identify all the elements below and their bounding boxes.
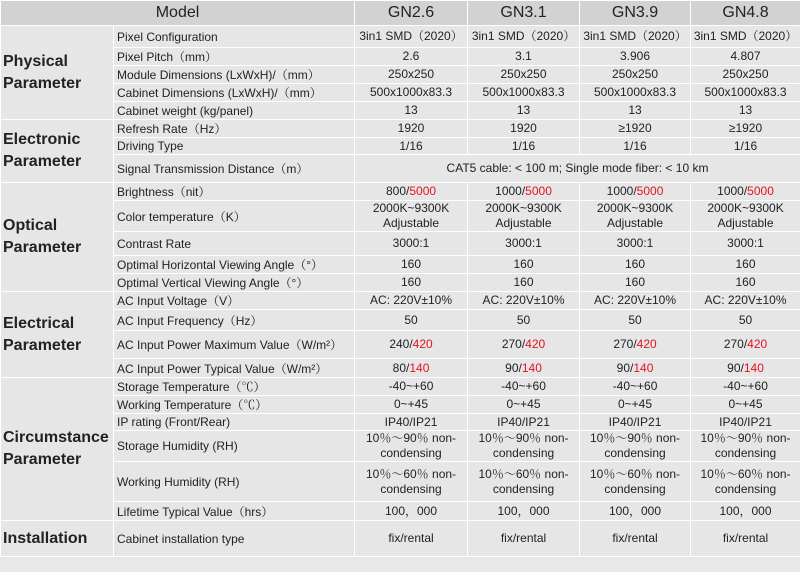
spec-value xyxy=(580,183,691,201)
spec-value: 0~+45 xyxy=(355,396,468,414)
spec-value xyxy=(468,331,580,359)
spec-value: 1/16 xyxy=(468,138,580,155)
spec-row xyxy=(1,201,800,232)
spec-value: 160 xyxy=(580,256,691,274)
value-typical: 90/ xyxy=(616,360,634,375)
group-title: Circumstance Parameter xyxy=(1,378,114,521)
spec-value: 1920 xyxy=(468,120,580,138)
spec-value: IP40/IP21 xyxy=(691,414,800,431)
spec-value: 3.1 xyxy=(468,48,580,66)
spec-value: 1/16 xyxy=(355,138,468,155)
group-title: Optical Parameter xyxy=(1,183,114,292)
spec-row xyxy=(1,359,800,378)
parameter-label: Module Dimensions (LxWxH)/（mm） xyxy=(114,66,355,84)
spec-value: 3in1 SMD（2020） xyxy=(468,26,580,48)
model-gn3-9-header: GN3.9 xyxy=(580,1,691,26)
spec-value: 10％～60％ non-condensing xyxy=(691,462,800,502)
parameter-label: Contrast Rate xyxy=(114,232,355,256)
spec-value: 250x250 xyxy=(580,66,691,84)
spec-value: 250x250 xyxy=(468,66,580,84)
value-max-highlight: 420 xyxy=(747,337,768,351)
spec-value: 160 xyxy=(355,256,468,274)
group-title: Installation xyxy=(1,521,114,557)
spec-value xyxy=(580,331,691,359)
spec-value: 13 xyxy=(691,102,800,120)
spec-value: 250x250 xyxy=(355,66,468,84)
spec-value: 13 xyxy=(355,102,468,120)
spec-value: 3in1 SMD（2020） xyxy=(691,26,800,48)
spec-value: 160 xyxy=(580,274,691,292)
spec-value: 13 xyxy=(580,102,691,120)
spec-value: IP40/IP21 xyxy=(580,414,691,431)
spec-value xyxy=(580,359,691,378)
spec-value: 160 xyxy=(468,256,580,274)
spec-value: 1/16 xyxy=(580,138,691,155)
spec-value: 0~+45 xyxy=(468,396,580,414)
spec-row xyxy=(1,396,800,414)
spec-value: 10％～90％ non-condensing xyxy=(468,431,580,462)
spec-value: IP40/IP21 xyxy=(355,414,468,431)
spec-value: 50 xyxy=(580,310,691,331)
parameter-label: Working Temperature（℃） xyxy=(114,396,355,414)
spec-row xyxy=(1,292,800,310)
spec-row xyxy=(1,378,800,396)
parameter-label: IP rating (Front/Rear) xyxy=(114,414,355,431)
value-max-highlight: 420 xyxy=(412,337,433,351)
spec-row xyxy=(1,84,800,102)
spec-value: 13 xyxy=(468,102,580,120)
value-typical: 800/ xyxy=(385,184,410,198)
value-max-highlight: 5000 xyxy=(409,184,437,198)
spec-value: 100，000 xyxy=(580,502,691,521)
model-gn4-8-header: GN4.8 xyxy=(691,1,800,26)
spec-value: IP40/IP21 xyxy=(468,414,580,431)
value-typical: 1000/ xyxy=(717,184,748,198)
spec-value: 50 xyxy=(468,310,580,331)
spec-value: 4.807 xyxy=(691,48,800,66)
spec-row xyxy=(1,26,800,48)
spec-value: -40~+60 xyxy=(355,378,468,396)
spec-value: 100，000 xyxy=(468,502,580,521)
model-header: Model xyxy=(1,1,355,26)
parameter-label: AC Input Power Typical Value（W/m²） xyxy=(114,359,355,378)
model-gn2-6-header: GN2.6 xyxy=(355,1,468,26)
parameter-label: Storage Temperature（℃） xyxy=(114,378,355,396)
parameter-label: Color temperature（K） xyxy=(114,201,355,232)
spec-row xyxy=(1,183,800,201)
spec-value: fix/rental xyxy=(355,521,468,557)
parameter-label: Storage Humidity (RH) xyxy=(114,431,355,462)
spec-value: 500x1000x83.3 xyxy=(355,84,468,102)
spec-row xyxy=(1,120,800,138)
spec-value: AC: 220V±10% xyxy=(468,292,580,310)
spec-value: 0~+45 xyxy=(691,396,800,414)
spec-body xyxy=(1,26,800,557)
spec-value: 2.6 xyxy=(355,48,468,66)
spec-value: 10％～90％ non-condensing xyxy=(691,431,800,462)
spec-value: 500x1000x83.3 xyxy=(580,84,691,102)
parameter-label: Brightness（nit） xyxy=(114,183,355,201)
parameter-label: AC Input Power Maximum Value（W/m²） xyxy=(114,331,355,359)
value-max-highlight: 140 xyxy=(633,360,654,375)
spec-value: fix/rental xyxy=(691,521,800,557)
group-title: Electronic Parameter xyxy=(1,120,114,183)
spec-value: 2000K~9300K Adjustable xyxy=(355,201,468,232)
spec-value: 1/16 xyxy=(691,138,800,155)
parameter-label: Cabinet installation type xyxy=(114,521,355,557)
spec-value: 500x1000x83.3 xyxy=(691,84,800,102)
value-max-highlight: 420 xyxy=(636,337,657,351)
spec-row xyxy=(1,102,800,120)
spec-row xyxy=(1,502,800,521)
spec-value: 500x1000x83.3 xyxy=(468,84,580,102)
spec-value xyxy=(468,183,580,201)
parameter-label: Pixel Pitch（mm） xyxy=(114,48,355,66)
spec-row xyxy=(1,48,800,66)
spec-value: AC: 220V±10% xyxy=(691,292,800,310)
spec-value: 3000:1 xyxy=(468,232,580,256)
value-typical: 1000/ xyxy=(495,184,526,198)
parameter-label: Cabinet weight (kg/panel) xyxy=(114,102,355,120)
value-max-highlight: 5000 xyxy=(747,184,774,198)
spec-value-span: CAT5 cable: < 100 m; Single mode fiber: < 10 km xyxy=(355,155,800,183)
value-typical: 240/ xyxy=(389,337,413,351)
model-gn3-1-header: GN3.1 xyxy=(468,1,580,26)
spec-value: 100，000 xyxy=(355,502,468,521)
value-typical: 270/ xyxy=(501,337,526,351)
value-typical: 90/ xyxy=(505,360,522,375)
group-title: Electrical Parameter xyxy=(1,292,114,378)
value-max-highlight: 420 xyxy=(525,337,546,351)
spec-row xyxy=(1,310,800,331)
value-max-highlight: 5000 xyxy=(636,184,664,198)
parameter-label: Working Humidity (RH) xyxy=(114,462,355,502)
spec-value: 50 xyxy=(691,310,800,331)
spec-value: fix/rental xyxy=(580,521,691,557)
parameter-label: AC Input Frequency（Hz） xyxy=(114,310,355,331)
spec-value: 100，000 xyxy=(691,502,800,521)
spec-value: 160 xyxy=(691,274,800,292)
parameter-label: Pixel Configuration xyxy=(114,26,355,48)
value-typical: 270/ xyxy=(613,337,637,351)
spec-value: 3in1 SMD（2020） xyxy=(355,26,468,48)
spec-row xyxy=(1,232,800,256)
spec-row xyxy=(1,521,800,557)
spec-value: ≥1920 xyxy=(580,120,691,138)
spec-value: fix/rental xyxy=(468,521,580,557)
parameter-label: Optimal Horizontal Viewing Angle（°） xyxy=(114,256,355,274)
spec-value: 2000K~9300K Adjustable xyxy=(691,201,800,232)
value-max-highlight: 140 xyxy=(409,360,430,375)
spec-value: 2000K~9300K Adjustable xyxy=(468,201,580,232)
spec-value xyxy=(355,331,468,359)
spec-value xyxy=(691,331,800,359)
spec-value: -40~+60 xyxy=(691,378,800,396)
spec-row xyxy=(1,331,800,359)
spec-value: ≥1920 xyxy=(691,120,800,138)
spec-value: 50 xyxy=(355,310,468,331)
spec-value: 3in1 SMD（2020） xyxy=(580,26,691,48)
parameter-label: Optimal Vertical Viewing Angle（°） xyxy=(114,274,355,292)
spec-value: AC: 220V±10% xyxy=(355,292,468,310)
spec-row xyxy=(1,414,800,431)
value-max-highlight: 140 xyxy=(521,360,542,375)
value-max-highlight: 140 xyxy=(743,360,764,375)
spec-row xyxy=(1,138,800,155)
parameter-label: Lifetime Typical Value（hrs） xyxy=(114,502,355,521)
parameter-label: Refresh Rate（Hz） xyxy=(114,120,355,138)
spec-value: 10％～60％ non-condensing xyxy=(468,462,580,502)
spec-value: -40~+60 xyxy=(468,378,580,396)
value-typical: 1000/ xyxy=(606,184,637,198)
spec-row xyxy=(1,155,800,183)
value-max-highlight: 5000 xyxy=(525,184,552,198)
spec-row xyxy=(1,256,800,274)
spec-value: 3000:1 xyxy=(355,232,468,256)
spec-value xyxy=(691,183,800,201)
value-typical: 270/ xyxy=(723,337,748,351)
spec-value: 10％～60％ non-condensing xyxy=(580,462,691,502)
spec-value: 3000:1 xyxy=(691,232,800,256)
spec-row xyxy=(1,462,800,502)
spec-value: 160 xyxy=(355,274,468,292)
spec-value: -40~+60 xyxy=(580,378,691,396)
spec-value: 160 xyxy=(468,274,580,292)
parameter-label: Cabinet Dimensions (LxWxH)/（mm） xyxy=(114,84,355,102)
spec-value: 250x250 xyxy=(691,66,800,84)
spec-value: 0~+45 xyxy=(580,396,691,414)
spec-value xyxy=(355,359,468,378)
parameter-label: Signal Transmission Distance（m） xyxy=(114,155,355,183)
spec-value xyxy=(355,183,468,201)
header-row xyxy=(1,1,800,26)
spec-row xyxy=(1,431,800,462)
spec-value: 160 xyxy=(691,256,800,274)
spec-value xyxy=(691,359,800,378)
spec-row xyxy=(1,274,800,292)
spec-value xyxy=(468,359,580,378)
spec-value: 10％～90％ non-condensing xyxy=(355,431,468,462)
parameter-label: AC Input Voltage（V） xyxy=(114,292,355,310)
value-typical: 90/ xyxy=(727,360,744,375)
spec-value: AC: 220V±10% xyxy=(580,292,691,310)
spec-value: 1920 xyxy=(355,120,468,138)
spec-value: 3.906 xyxy=(580,48,691,66)
value-typical: 80/ xyxy=(392,360,410,375)
parameter-label: Driving Type xyxy=(114,138,355,155)
spec-value: 10％～90％ non-condensing xyxy=(580,431,691,462)
spec-row xyxy=(1,66,800,84)
spec-value: 10％～60％ non-condensing xyxy=(355,462,468,502)
spec-value: 2000K~9300K Adjustable xyxy=(580,201,691,232)
spec-value: 3000:1 xyxy=(580,232,691,256)
group-title: Physical Parameter xyxy=(1,26,114,120)
